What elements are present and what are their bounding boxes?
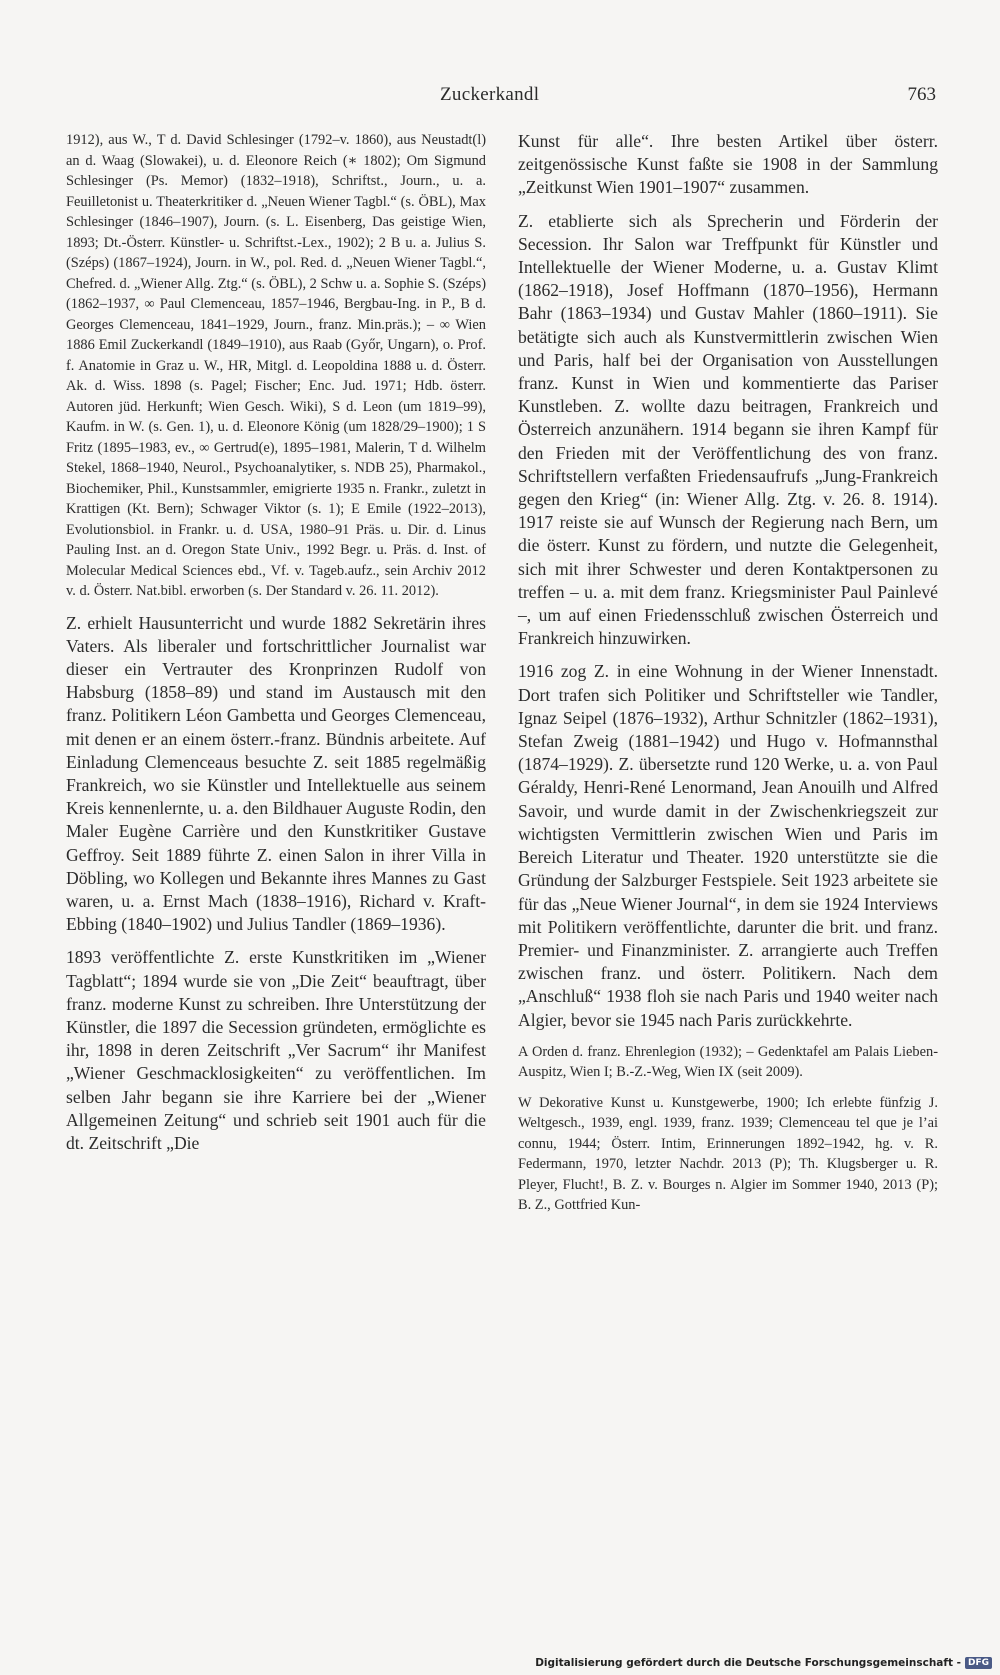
awards-paragraph: A Orden d. franz. Ehrenlegion (1932); – Gedenktafel am Palais Lieben-Auspitz, Wien I; B.-Z.-Weg, Wien IX (seit 2009). (518, 1043, 938, 1081)
digitization-credit (535, 1657, 992, 1669)
left-column (66, 130, 486, 1165)
running-head: Zuckerkandl (440, 84, 540, 105)
works-paragraph: W Dekorative Kunst u. Kunstgewerbe, 1900; Ich erlebte fünfzig J. Weltgesch., 1939, engl. 1939, franz. 1939; Clemenceau tel que je l’ai connu, 1944; Österr. Intim, Erinnerungen 1892–1942, hg. v. R. Federmann, 1970, letzter Nachdr. 2013 (P); Th. Klugsberger u. R. Pleyer, Flucht!, B. Z. v. Bourges n. Algier im Sommer 1940, 2013 (P); B. Z., Gottfried Kun- (518, 1094, 938, 1214)
body-paragraph: 1893 veröffentlichte Z. erste Kunstkritiken im „Wiener Tagblatt“; 1894 wurde sie von „Die Zeit“ beauftragt, über franz. moderne Kunst zu schreiben. Ihre Unterstützung der Künstler, die 1897 die Secession gründeten, ermöglichte es ihr, 1898 in deren Zeitschrift „Ver Sacrum“ ihr Manifest „Wiener Geschmacklosigkeiten“ zu veröffentlichen. Im selben Jahr begann sie ihre Karriere bei der „Wiener Allgemeinen Zeitung“ und schrieb seit 1901 auch für die dt. Zeitschrift „Die (66, 947, 486, 1153)
body-paragraph: 1916 zog Z. in eine Wohnung in der Wiener Innenstadt. Dort trafen sich Politiker und Schriftsteller wie Tandler, Ignaz Seipel (1876–1932), Arthur Schnitzler (1862–1931), Stefan Zweig (1881–1942) und Hugo v. Hofmannsthal (1874–1929). Z. übersetzte rund 120 Werke, u. a. von Paul Géraldy, Henri-René Lenormand, Jean Anouilh und Alfred Savoir, und wurde damit in der Zwischenkriegszeit zur wichtigsten Vermittlerin zwischen Wien und Paris im Bereich Literatur und Theater. 1920 unterstützte sie die Gründung der Salzburger Festspiele. Seit 1923 arbeitete sie für das „Neue Wiener Journal“, in dem sie 1924 Interviews mit Politikern veröffentlichte, darunter die brit. und franz. Premier- und Finanzminister. Z. arrangierte auch Treffen zwischen franz. und österr. Politikern. Nach dem „Anschluß“ 1938 floh sie nach Paris und 1940 weiter nach Algier, bevor sie 1945 nach Paris zurückkehrte. (518, 661, 938, 1030)
page-number: 763 (907, 84, 936, 105)
dfg-logo-icon: DFG (965, 1657, 992, 1669)
body-paragraph: Z. etablierte sich als Sprecherin und Förderin der Secession. Ihr Salon war Treffpunkt für Künstler und Intellektuelle der Wiener Moderne, u. a. Gustav Klimt (1862–1918), Josef Hoffmann (1870–1956), Hermann Bahr (1863–1934) und Gustav Mahler (1860–1911). Sie betätigte sich auch als Kunstvermittlerin zwischen Wien und Paris, half bei der Organisation von Ausstellungen franz. Kunst in Wien und kommentierte das Pariser Kunstleben. Z. wollte dazu beitragen, Frankreich und Österreich anzunähern. 1914 begann sie ihren Kampf für den Frieden mit der Veröffentlichung des von franz. Schriftstellern verfaßten Friedensaufrufs „Jung-Frankreich gegen den Krieg“ (in: Wiener Allg. Ztg. v. 26. 8. 1914). 1917 reiste sie auf Wunsch der Regierung nach Bern, um die österr. Kunst zu fördern, und nutzte die Gelegenheit, sich mit ihrer Schwester und deren Kontaktpersonen zu treffen – u. a. mit dem franz. Kriegsminister Paul Painlevé –, um auf einen Friedensschluß zwischen Österreich und Frankreich hinzuwirken. (518, 210, 938, 649)
body-paragraph: Z. erhielt Hausunterricht und wurde 1882 Sekretärin ihres Vaters. Als liberaler und fortschrittlicher Journalist war dieser ein Vertrauter des Kronprinzen Rudolf von Habsburg (1858–89) und stand im Austausch mit den franz. Politikern Léon Gambetta und Georges Clemenceau, mit denen er an einem österr.-franz. Bündnis arbeitete. Auf Einladung Clemenceaus besuchte Z. seit 1885 regelmäßig Frankreich, wo sie Künstler und Intellektuelle aus seinem Kreis kennenlernte, u. a. den Bildhauer Auguste Rodin, den Maler Eugène Carrière und den Kunstkritiker Gustave Geffroy. Seit 1889 führte Z. einen Salon in ihrer Villa in Döbling, wo Kollegen und Bekannte ihres Mannes zu Gast waren, u. a. Ernst Mach (1838–1916), Richard v. Kraft-Ebbing (1840–1902) und Julius Tandler (1869–1936). (66, 612, 486, 935)
credit-text: Digitalisierung gefördert durch die Deutsche Forschungsgemeinschaft - (535, 1657, 961, 1669)
right-column (518, 130, 938, 1226)
genealogy-paragraph: 1912), aus W., T d. David Schlesinger (1792–v. 1860), aus Neustadt(l) an d. Waag (Slowakei), u. d. Eleonore Reich (∗ 1802); Om Sigmund Schlesinger (Ps. Memor) (1832–1918), Schriftst., Journ., u. a. Feuilletonist u. Theaterkritiker d. „Neuen Wiener Tagbl.“ (s. ÖBL), Max Schlesinger (1846–1907), Journ. (s. L. Eisenberg, Das geistige Wien, 1893; Dt.-Österr. Künstler- u. Schriftst.-Lex., 1902); 2 B u. a. Julius S. (Széps) (1867–1924), Journ. in W., pol. Red. d. „Neuen Wiener Tagbl.“, Chefred. d. „Wiener Allg. Ztg.“ (s. ÖBL), 2 Schw u. a. Sophie S. (Széps) (1862–1937, ∞ Paul Clemenceau, 1857–1946, Bergbau-Ing. in P., B d. Georges Clemenceau, 1841–1929, Journ., franz. Min.präs.); – ∞ Wien 1886 Emil Zuckerkandl (1849–1910), aus Raab (Győr, Ungarn), o. Prof. f. Anatomie in Graz u. W., HR, Mitgl. d. Leopoldina 1888 u. d. Österr. Ak. d. Wiss. 1898 (s. Pagel; Fischer; Enc. Jud. 1971; Hdb. österr. Autoren jüd. Herkunft; Wien Gesch. Wiki), S d. Leon (um 1819–99), Kaufm. in W. (s. Gen. 1), u. d. Eleonore König (um 1828/29–1900); 1 S Fritz (1895–1983, ev., ∞ Gertrud(e), 1895–1981, Malerin, T d. Wilhelm Stekel, 1868–1940, Neurol., Psychoanalytiker, s. NDB 25), Pharmakol., Biochemiker, Phil., Kunstsammler, emigrierte 1935 n. Frankr., zuletzt in Krattigen (Kt. Bern); Schwager Viktor (s. 1); E Emile (1922–2013), Evolutionsbiol. in Frankr. u. d. USA, 1980–91 Präs. u. Dir. d. Linus Pauling Inst. an d. Oregon State Univ., 1992 Begr. u. Präs. d. Inst. of Molecular Medical Sciences ebd., Vf. v. Tageb.aufz., sein Archiv 2012 v. d. Österr. Nat.bibl. erworben (s. Der Standard v. 26. 11. 2012). (66, 132, 486, 599)
body-paragraph: Kunst für alle“. Ihre besten Artikel über österr. zeitgenössische Kunst faßte sie 1908 in der Sammlung „Zeitkunst Wien 1901–1907“ zusammen. (518, 131, 938, 198)
